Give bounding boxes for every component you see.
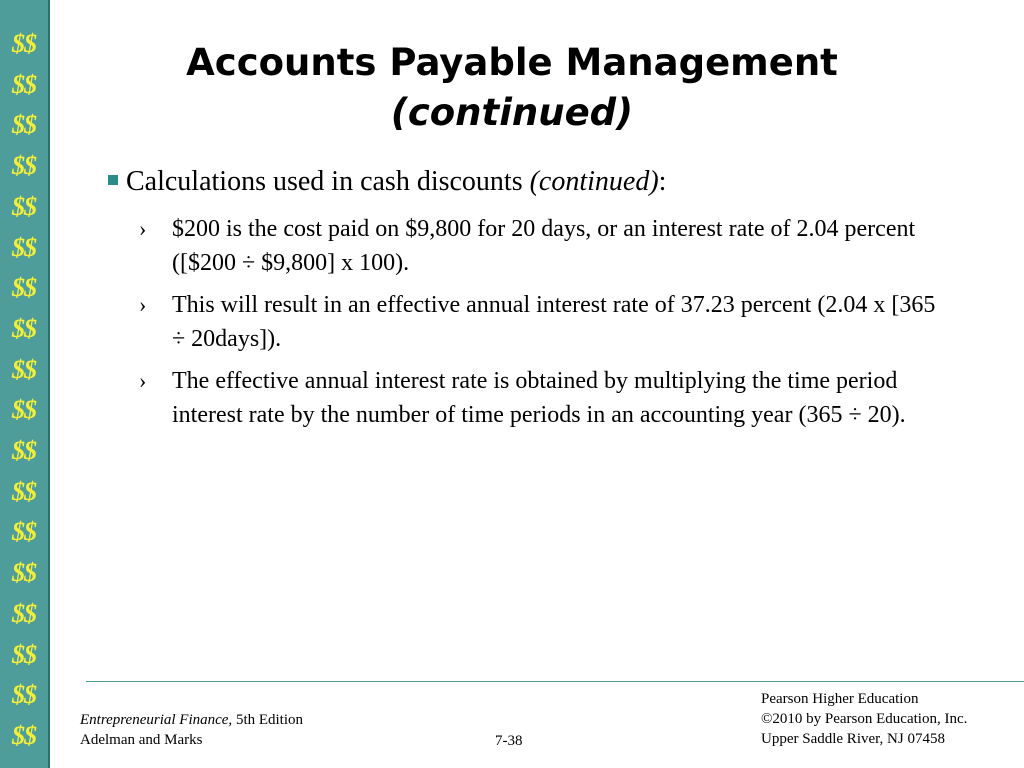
- slide-title-main: Accounts Payable Management: [186, 41, 838, 84]
- dollar-sign-glyph: $$: [12, 110, 36, 140]
- dollar-sign-glyph: $$: [12, 720, 36, 750]
- bullet-text: Calculations used in cash discounts: [126, 166, 530, 197]
- footer-publisher: [761, 689, 967, 749]
- book-title: Entrepreneurial Finance,: [80, 712, 233, 728]
- dollar-sign-glyph: $$: [12, 680, 36, 710]
- dollar-sign-glyph: $$: [12, 313, 36, 343]
- dollar-sign-glyph: $$: [12, 558, 36, 588]
- dollar-sign-glyph: $$: [12, 598, 36, 628]
- book-authors: Adelman and Marks: [80, 732, 203, 748]
- bullet-text-suffix: :: [658, 166, 667, 197]
- decorative-sidebar: [0, 0, 50, 768]
- chevron-right-icon: ›: [139, 368, 147, 393]
- publisher-address: Upper Saddle River, NJ 07458: [761, 731, 945, 747]
- slide-body: [112, 164, 942, 440]
- dollar-sign-glyph: $$: [12, 395, 36, 425]
- bullet-item: [112, 164, 942, 200]
- dollar-sign-glyph: $$: [12, 517, 36, 547]
- dollar-sign-glyph: $$: [12, 69, 36, 99]
- square-bullet-icon: [108, 175, 118, 185]
- sub-bullet-item: [112, 212, 942, 280]
- book-edition: 5th Edition: [232, 712, 304, 728]
- slide-title-continued: (continued): [390, 91, 634, 134]
- dollar-sign-glyph: $$: [12, 232, 36, 262]
- copyright-line: ©2010 by Pearson Education, Inc.: [761, 711, 968, 727]
- footer-divider: [86, 681, 1024, 682]
- page-number: 7-38: [495, 733, 523, 749]
- chevron-right-icon: ›: [139, 292, 147, 317]
- sub-bullet-item: [112, 288, 942, 356]
- dollar-sign-glyph: $$: [12, 29, 36, 58]
- slide-title: [60, 38, 964, 138]
- sub-bullet-text: The effective annual interest rate is obtained by multiplying the time period interest rate by the number of time periods in an accounting year (365 ÷ 20).: [172, 368, 906, 428]
- dollar-sign-glyph: $$: [12, 436, 36, 466]
- sub-bullet-text: $200 is the cost paid on $9,800 for 20 days, or an interest rate of 2.04 percent ([$200 ÷ $9,800] x 100).: [172, 216, 916, 276]
- chevron-right-icon: ›: [139, 216, 147, 241]
- dollar-sign-glyph: $$: [12, 354, 36, 384]
- dollar-sign-glyph: $$: [12, 476, 36, 506]
- sub-bullet-item: [112, 364, 942, 432]
- publisher-line: Pearson Higher Education: [761, 691, 919, 707]
- dollar-sign-glyph: $$: [12, 639, 36, 669]
- dollar-sign-glyph: $$: [12, 273, 36, 303]
- dollar-sign-glyph: $$: [12, 151, 36, 181]
- sub-bullet-text: This will result in an effective annual interest rate of 37.23 percent (2.04 x [365 ÷ 20days]).: [172, 292, 936, 352]
- bullet-text-italic: (continued): [529, 166, 659, 197]
- footer-book-info: [80, 710, 303, 750]
- dollar-sign-glyph: $$: [12, 191, 36, 221]
